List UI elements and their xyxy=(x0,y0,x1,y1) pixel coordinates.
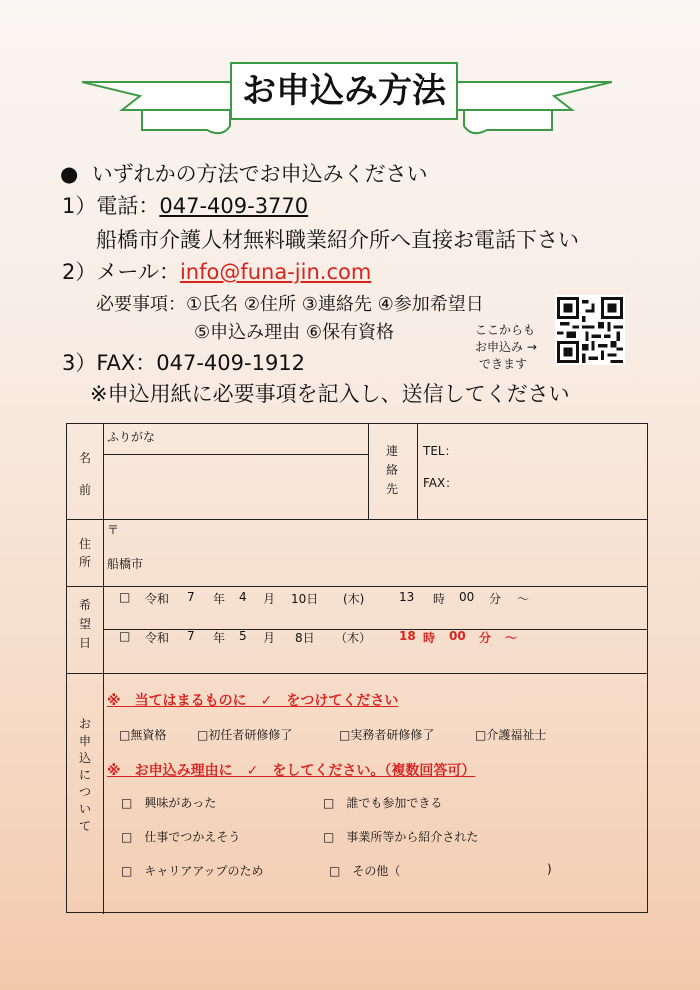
name-label: 名前 xyxy=(78,451,91,497)
intro-text: いずれかの方法でお申込みください xyxy=(91,162,428,186)
fax-field[interactable] xyxy=(467,468,637,492)
checkbox-career-up[interactable]: □ キャリアアップのため xyxy=(121,864,264,878)
date-tilde: ～ xyxy=(505,631,518,645)
phone-link[interactable]: 047-409-3770 xyxy=(159,194,309,218)
checkbox-care-worker[interactable]: □介護福祉士 xyxy=(475,728,547,742)
checkbox-anyone-can-join[interactable]: □ 誰でも参加できる xyxy=(323,796,443,810)
date-minute-unit: 分 xyxy=(489,592,502,606)
postal-mark: 〒 xyxy=(107,523,120,537)
date-era: 令和 xyxy=(145,631,170,645)
qr-caption-line: お申込み → xyxy=(475,340,537,354)
date-year-unit: 年 xyxy=(213,592,226,606)
qr-code-icon[interactable] xyxy=(555,295,625,365)
fax-number: 047-409-1912 xyxy=(156,351,306,375)
fax-note: ※申込用紙に必要事項を記入し、送信してください xyxy=(90,382,570,406)
furigana-field[interactable] xyxy=(104,425,367,453)
date-weekday: (木) xyxy=(343,592,365,606)
tel-label: TEL： xyxy=(423,444,457,458)
qr-caption xyxy=(475,322,537,373)
city-text: 船橋市 xyxy=(107,557,144,571)
tel-field[interactable] xyxy=(467,436,637,460)
reason-instruction: ※ お申込み理由に ✓ をしてください。（複数回答可） xyxy=(107,763,476,779)
page-title: お申込み方法 xyxy=(230,62,458,120)
other-close-paren: ) xyxy=(547,862,552,876)
date-month-unit: 月 xyxy=(263,631,276,645)
checkbox-useful-for-work[interactable]: □ 仕事でつかえそう xyxy=(121,830,241,844)
checkbox-initial-training[interactable]: □初任者研修修了 xyxy=(197,728,293,742)
requirements-label: 必要事項： xyxy=(96,294,186,315)
qualification-instruction: ※ 当てはまるものに ✓ をつけてください xyxy=(107,693,399,709)
checkbox-practitioner-training[interactable]: □実務者研修修了 xyxy=(339,728,435,742)
contact-label: 連絡先 xyxy=(385,444,398,496)
date-hour: 13 xyxy=(399,590,415,604)
date-hour-unit: 時 xyxy=(423,631,436,645)
date-minute-unit: 分 xyxy=(479,631,492,645)
phone-note: 船橋市介護人材無料職業紹介所へ直接お電話下さい xyxy=(96,228,579,252)
requirements-line1 xyxy=(96,290,484,316)
date-minute: 00 xyxy=(449,629,466,643)
date-day: 10日 xyxy=(291,592,319,606)
fax-label: FAX： xyxy=(423,476,458,490)
date-month-unit: 月 xyxy=(263,592,276,606)
apply-label: お申込について xyxy=(78,717,91,833)
date-month: 5 xyxy=(239,629,247,643)
bullet-icon: ● xyxy=(60,162,79,186)
name-field[interactable] xyxy=(104,455,367,518)
intro-line xyxy=(60,158,428,188)
date-year-unit: 年 xyxy=(213,631,226,645)
date-option-2[interactable] xyxy=(119,629,559,649)
method-fax-label: 3）FAX： xyxy=(62,351,157,375)
date-tilde: ～ xyxy=(517,592,530,606)
other-reason-field[interactable] xyxy=(407,860,543,878)
date-era: 令和 xyxy=(145,592,170,606)
email-link[interactable]: info@funa-jin.com xyxy=(179,260,372,284)
date-weekday: （木） xyxy=(335,631,372,645)
checkbox-icon[interactable]: □ xyxy=(119,629,131,643)
checkbox-referred[interactable]: □ 事業所等から紹介された xyxy=(323,830,479,844)
method-phone xyxy=(62,190,308,220)
date-year: 7 xyxy=(187,590,195,604)
date-year: 7 xyxy=(187,629,195,643)
method-email-label: 2）メール： xyxy=(62,260,180,284)
furigana-label: ふりがな xyxy=(107,430,156,444)
date-minute: 00 xyxy=(459,590,475,604)
application-form xyxy=(66,423,648,913)
date-option-1[interactable] xyxy=(119,590,539,610)
requirements-items-2: ⑤申込み理由 ⑥保有資格 xyxy=(194,322,394,343)
checkbox-no-qualification[interactable]: □無資格 xyxy=(119,728,167,742)
requirements-items-1: ①氏名 ②住所 ③連絡先 ④参加希望日 xyxy=(186,294,484,315)
qr-caption-line: できます xyxy=(479,357,528,371)
method-email xyxy=(62,256,371,286)
date-day: 8日 xyxy=(295,631,315,645)
date-label: 希望日 xyxy=(78,598,91,650)
date-hour-unit: 時 xyxy=(433,592,446,606)
qr-caption-line: ここからも xyxy=(475,323,536,337)
method-fax xyxy=(62,347,305,377)
checkbox-icon[interactable]: □ xyxy=(119,590,131,604)
address-label: 住所 xyxy=(78,537,91,569)
date-hour: 18 xyxy=(399,629,416,643)
date-month: 4 xyxy=(239,590,247,604)
checkbox-interested[interactable]: □ 興味があった xyxy=(121,796,217,810)
method-phone-label: 1）電話： xyxy=(62,194,160,218)
checkbox-other[interactable]: □ その他（ xyxy=(329,864,401,878)
address-field[interactable] xyxy=(147,524,637,580)
